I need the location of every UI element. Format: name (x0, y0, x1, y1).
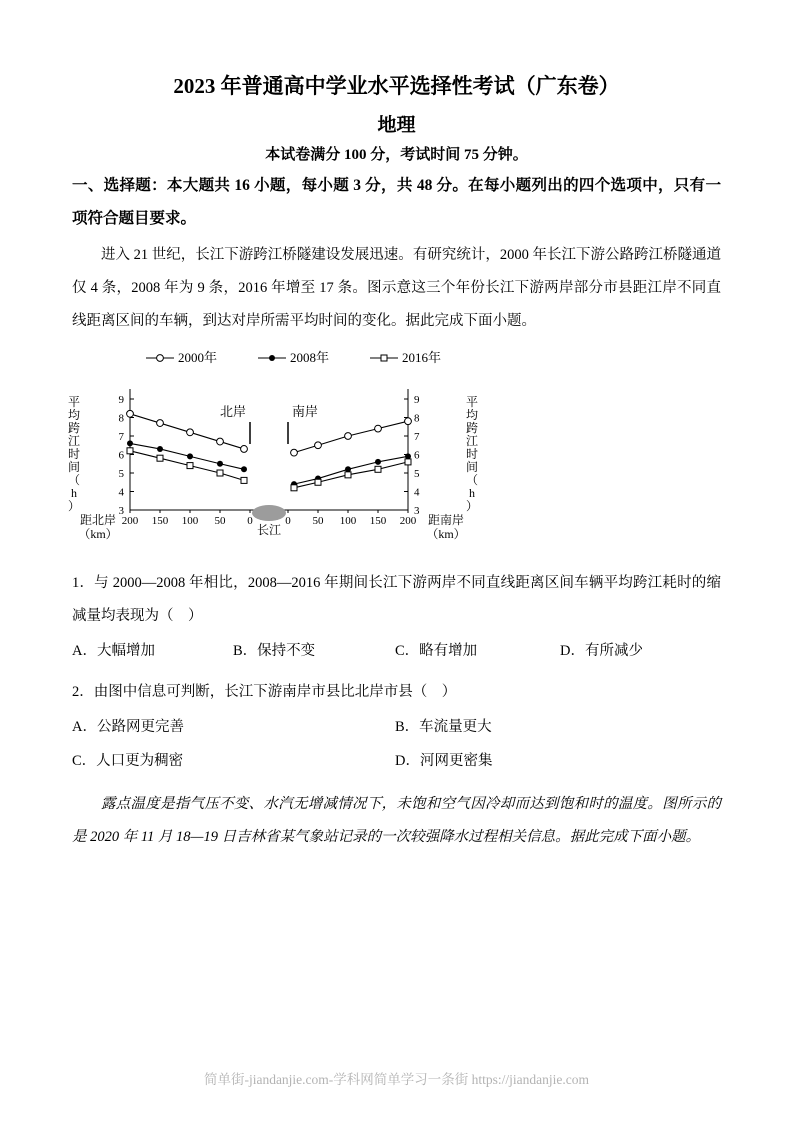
svg-text:长江: 长江 (256, 523, 282, 538)
question-1-options (72, 637, 721, 666)
svg-text:平均跨江时间（h）: 平均跨江时间（ h ） (465, 395, 479, 514)
svg-text:距北岸: 距北岸 (79, 513, 117, 528)
question-2-text: 2．由图中信息可判断，长江下游南岸市县比北岸市县（ ） (72, 684, 457, 701)
svg-text:0: 0 (285, 515, 291, 528)
exam-title: 2023 年普通高中学业水平选择性考试（广东卷） (173, 74, 620, 98)
q2-option-a: A．公路网更完善 (72, 719, 184, 736)
question-1 (72, 567, 721, 666)
svg-text:5: 5 (118, 468, 124, 481)
passage-1: 进入 21 世纪，长江下游跨江桥隧建设发展迅速。有研究统计，2000 年长江下游公路跨江桥隧通道仅 4 条，2008 年为 9 条，2016 年增至 17 条。图示意这三个年份长江下游两岸部分市县距江岸不同直线距离区间的车辆，到达对岸所需平均时间的变化。据此完成下面小题。 (72, 247, 721, 330)
svg-text:150: 150 (151, 515, 169, 528)
svg-text:6: 6 (414, 449, 420, 462)
chart-block (58, 342, 721, 559)
svg-text:9: 9 (118, 394, 124, 407)
svg-text:（km）: （km） (426, 527, 466, 542)
section-heading: 一、选择题：本大题共 16 小题，每小题 3 分，共 48 分。在每小题列出的四个选项中，只有一项符合题目要求。 (72, 177, 721, 227)
svg-text:50: 50 (312, 515, 324, 528)
svg-text:北岸: 北岸 (219, 404, 246, 420)
svg-text:8: 8 (414, 412, 420, 425)
question-1-text: 1．与 2000—2008 年相比，2008—2016 年期间长江下游两岸不同直线距离区间车辆平均跨江耗时的缩减量均表现为（ ） (72, 575, 721, 625)
svg-text:100: 100 (181, 515, 199, 528)
svg-text:平均跨江时间（h）: 平均跨江时间（ h ） (67, 395, 81, 514)
exam-info: 本试卷满分 100 分，考试时间 75 分钟。 (265, 147, 528, 163)
svg-text:2000年: 2000年 (178, 350, 218, 366)
svg-text:3: 3 (118, 505, 124, 518)
q2-option-c: C．人口更为稠密 (72, 752, 184, 769)
footer-watermark: 简单街-jiandanjie.com-学科网简单学习一条街 https://jiandanjie.com (203, 1072, 590, 1087)
subject-title: 地理 (377, 115, 416, 136)
svg-text:8: 8 (118, 412, 124, 425)
q1-option-d: D．有所减少 (560, 643, 643, 660)
svg-text:200: 200 (399, 515, 417, 528)
q1-option-c: C．略有增加 (395, 643, 478, 660)
svg-text:2008年: 2008年 (290, 350, 330, 366)
svg-text:7: 7 (118, 431, 124, 444)
svg-text:0: 0 (247, 515, 253, 528)
svg-text:（km）: （km） (78, 527, 118, 542)
crossing-time-chart (58, 342, 488, 554)
svg-text:距南岸: 距南岸 (427, 513, 465, 528)
svg-text:4: 4 (414, 486, 420, 499)
svg-text:6: 6 (118, 449, 124, 462)
svg-text:50: 50 (214, 515, 226, 528)
q2-option-b: B．车流量更大 (395, 719, 492, 736)
q2-option-d: D．河网更密集 (395, 752, 493, 769)
q1-option-a: A．大幅增加 (72, 643, 155, 660)
svg-text:3: 3 (414, 505, 420, 518)
question-2 (72, 676, 721, 778)
svg-text:5: 5 (414, 468, 420, 481)
svg-text:南岸: 南岸 (292, 404, 319, 420)
svg-text:9: 9 (414, 394, 420, 407)
svg-text:150: 150 (369, 515, 387, 528)
svg-text:2016年: 2016年 (402, 350, 442, 366)
question-2-options (72, 711, 721, 778)
svg-text:100: 100 (339, 515, 357, 528)
passage-2: 露点温度是指气压不变、水汽无增减情况下，未饱和空气因冷却而达到饱和时的温度。图所示的是 2020 年 11 月 18—19 日吉林省某气象站记录的一次较强降水过程相关信息。据此完成下面小题。 (72, 796, 721, 846)
svg-text:200: 200 (121, 515, 139, 528)
svg-text:4: 4 (118, 486, 124, 499)
q1-option-b: B．保持不变 (233, 643, 316, 660)
svg-text:7: 7 (414, 431, 420, 444)
